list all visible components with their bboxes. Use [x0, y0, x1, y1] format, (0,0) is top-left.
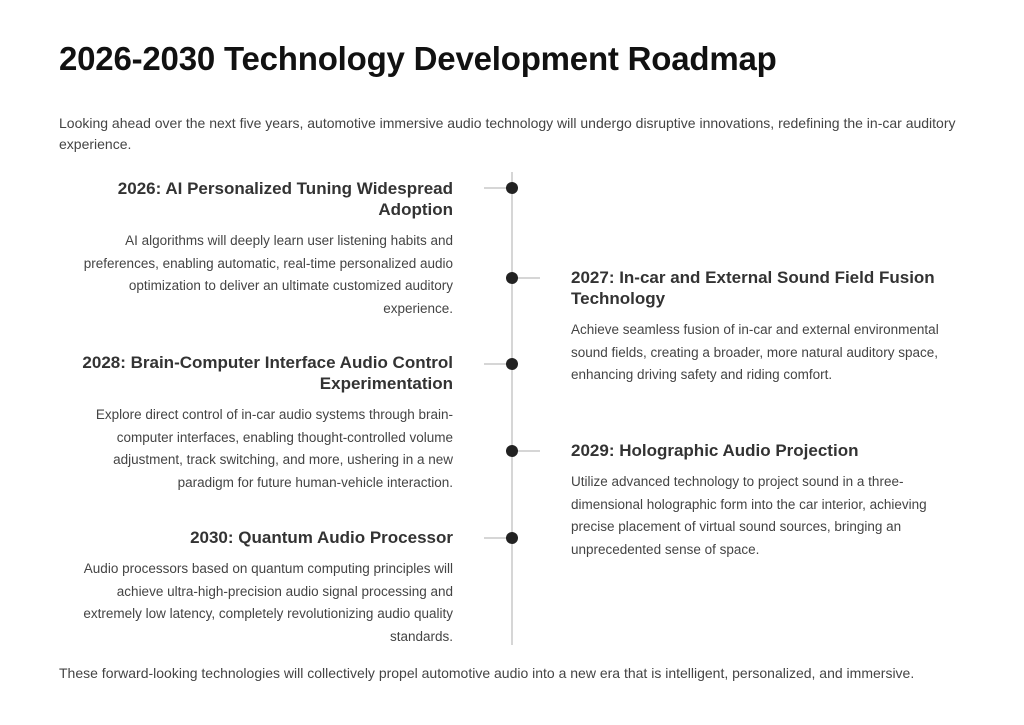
milestone-2029 [571, 440, 956, 561]
timeline-dot-2028 [506, 358, 518, 370]
timeline-dot-2027 [506, 272, 518, 284]
milestone-text: AI algorithms will deeply learn user listening habits and preferences, enabling automatic, real-time personalized audio optimization to deliver an ultimate customized auditory experience. [83, 233, 453, 316]
milestone-text: Audio processors based on quantum computing principles will achieve ultra-high-precision audio signal processing and extremely low latency, completely revolutionizing audio quality standards. [83, 561, 453, 644]
milestone-2028 [58, 352, 453, 494]
closing-paragraph: These forward-looking technologies will collectively propel automotive audio into a new era that is intelligent, personalized, and immersive. [59, 665, 915, 681]
milestone-text: Explore direct control of in-car audio systems through brain-computer interfaces, enabling thought-controlled volume adjustment, track switching, and more, ushering in a new paradigm for future human-vehicle interaction. [95, 407, 453, 490]
milestone-2026 [58, 178, 453, 320]
milestone-title: 2026: AI Personalized Tuning Widespread Adoption [117, 179, 453, 219]
milestone-2027 [571, 267, 961, 387]
page-title: 2026-2030 Technology Development Roadmap [59, 40, 777, 77]
milestone-text: Utilize advanced technology to project sound in a three-dimensional holographic form into the car interior, achieving precise placement of virtual sound sources, bringing an unprecedented sense of space. [571, 474, 927, 557]
milestone-2030 [58, 527, 453, 648]
timeline-dot-2026 [506, 182, 518, 194]
milestone-title: 2028: Brain-Computer Interface Audio Control Experimentation [82, 353, 453, 393]
intro-paragraph: Looking ahead over the next five years, automotive immersive audio technology will undergo disruptive innovations, redefining the in-car auditory experience. [59, 115, 956, 152]
milestone-title: 2030: Quantum Audio Processor [190, 528, 453, 547]
milestone-title: 2027: In-car and External Sound Field Fusion Technology [571, 268, 935, 308]
milestone-text: Achieve seamless fusion of in-car and external environmental sound fields, creating a broader, more natural auditory space, enhancing driving safety and riding comfort. [571, 322, 939, 382]
timeline-axis [511, 172, 513, 645]
milestone-title: 2029: Holographic Audio Projection [571, 441, 859, 460]
timeline-dot-2029 [506, 445, 518, 457]
timeline-dot-2030 [506, 532, 518, 544]
